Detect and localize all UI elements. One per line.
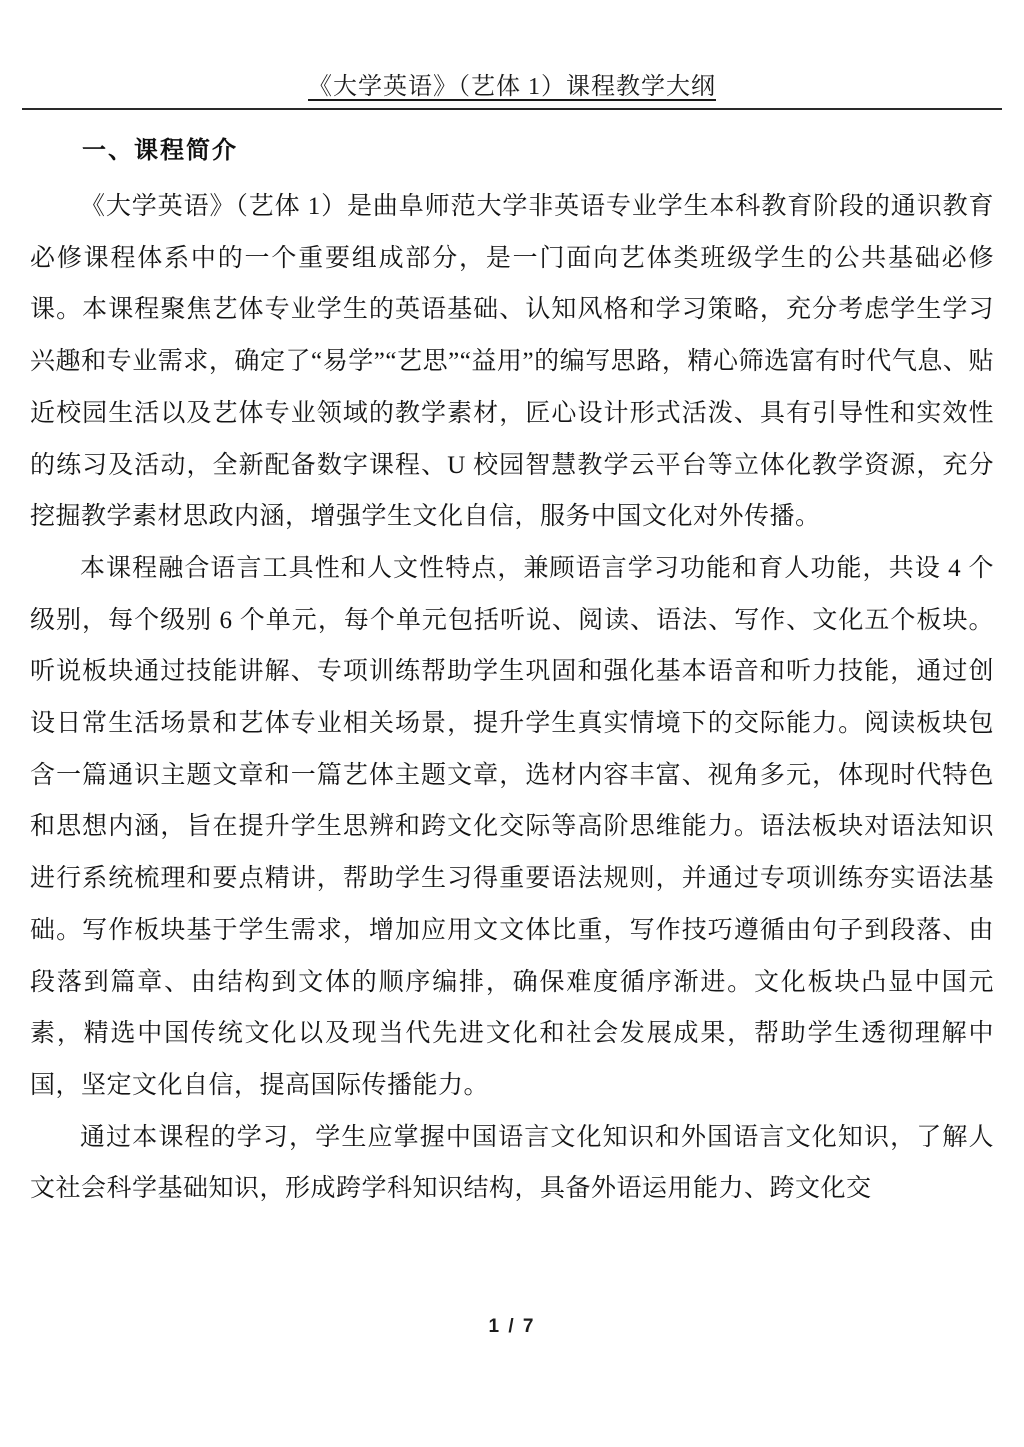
document-footer [0,1316,1024,1338]
section-heading: 一、课程简介 [82,138,238,164]
paragraph-learning-outcomes: 通过本课程的学习，学生应掌握中国语言文化知识和外国语言文化知识，了解人文社会科学基础知识，形成跨学科知识结构，具备外语运用能力、跨文化交 [30,1123,994,1203]
paragraph-course-structure: 本课程融合语言工具性和人文性特点，兼顾语言学习功能和育人功能，共设 4 个级别，每个级别 6 个单元，每个单元包括听说、阅读、语法、写作、文化五个板块。听说板块通过技能讲解、专项训练帮助学生巩固和强化基本语音和听力技能，通过创设日常生活场景和艺体专业相关场景，提升学生真实情境下的交际能力。阅读板块包含一篇通识主题文章和一篇艺体主题文章，选材内容丰富、视角多元，体现时代特色和思想内涵，旨在提升学生思辨和跨文化交际等高阶思维能力。语法板块对语法知识进行系统梳理和要点精讲，帮助学生习得重要语法规则，并通过专项训练夯实语法基础。写作板块基于学生需求，增加应用文文体比重，写作技巧遵循由句子到段落、由段落到篇章、由结构到文体的顺序编排，确保难度循序渐进。文化板块凸显中国元素，精选中国传统文化以及现当代先进文化和社会发展成果，帮助学生透彻理解中国，坚定文化自信，提高国际传播能力。 [30,554,994,1099]
document-header [30,0,994,101]
document-body [30,181,994,1215]
document-title: 《大学英语》（艺体 1）课程教学大纲 [308,74,716,100]
paragraph-course-overview: 《大学英语》（艺体 1）是曲阜师范大学非英语专业学生本科教育阶段的通识教育必修课程体系中的一个重要组成部分，是一门面向艺体类班级学生的公共基础必修课。本课程聚焦艺体专业学生的英语基础、认知风格和学习策略，充分考虑学生学习兴趣和专业需求，确定了“易学”“艺思”“益用”的编写思路，精心筛选富有时代气息、贴近校园生活以及艺体专业领域的教学素材，匠心设计形式活泼、具有引导性和实效性的练习及活动，全新配备数字课程、U 校园智慧教学云平台等立体化教学资源，充分挖掘教学素材思政内涵，增强学生文化自信，服务中国文化对外传播。 [30,193,994,531]
page-number: 1 / 7 [488,1316,536,1337]
header-rule [22,108,1002,110]
